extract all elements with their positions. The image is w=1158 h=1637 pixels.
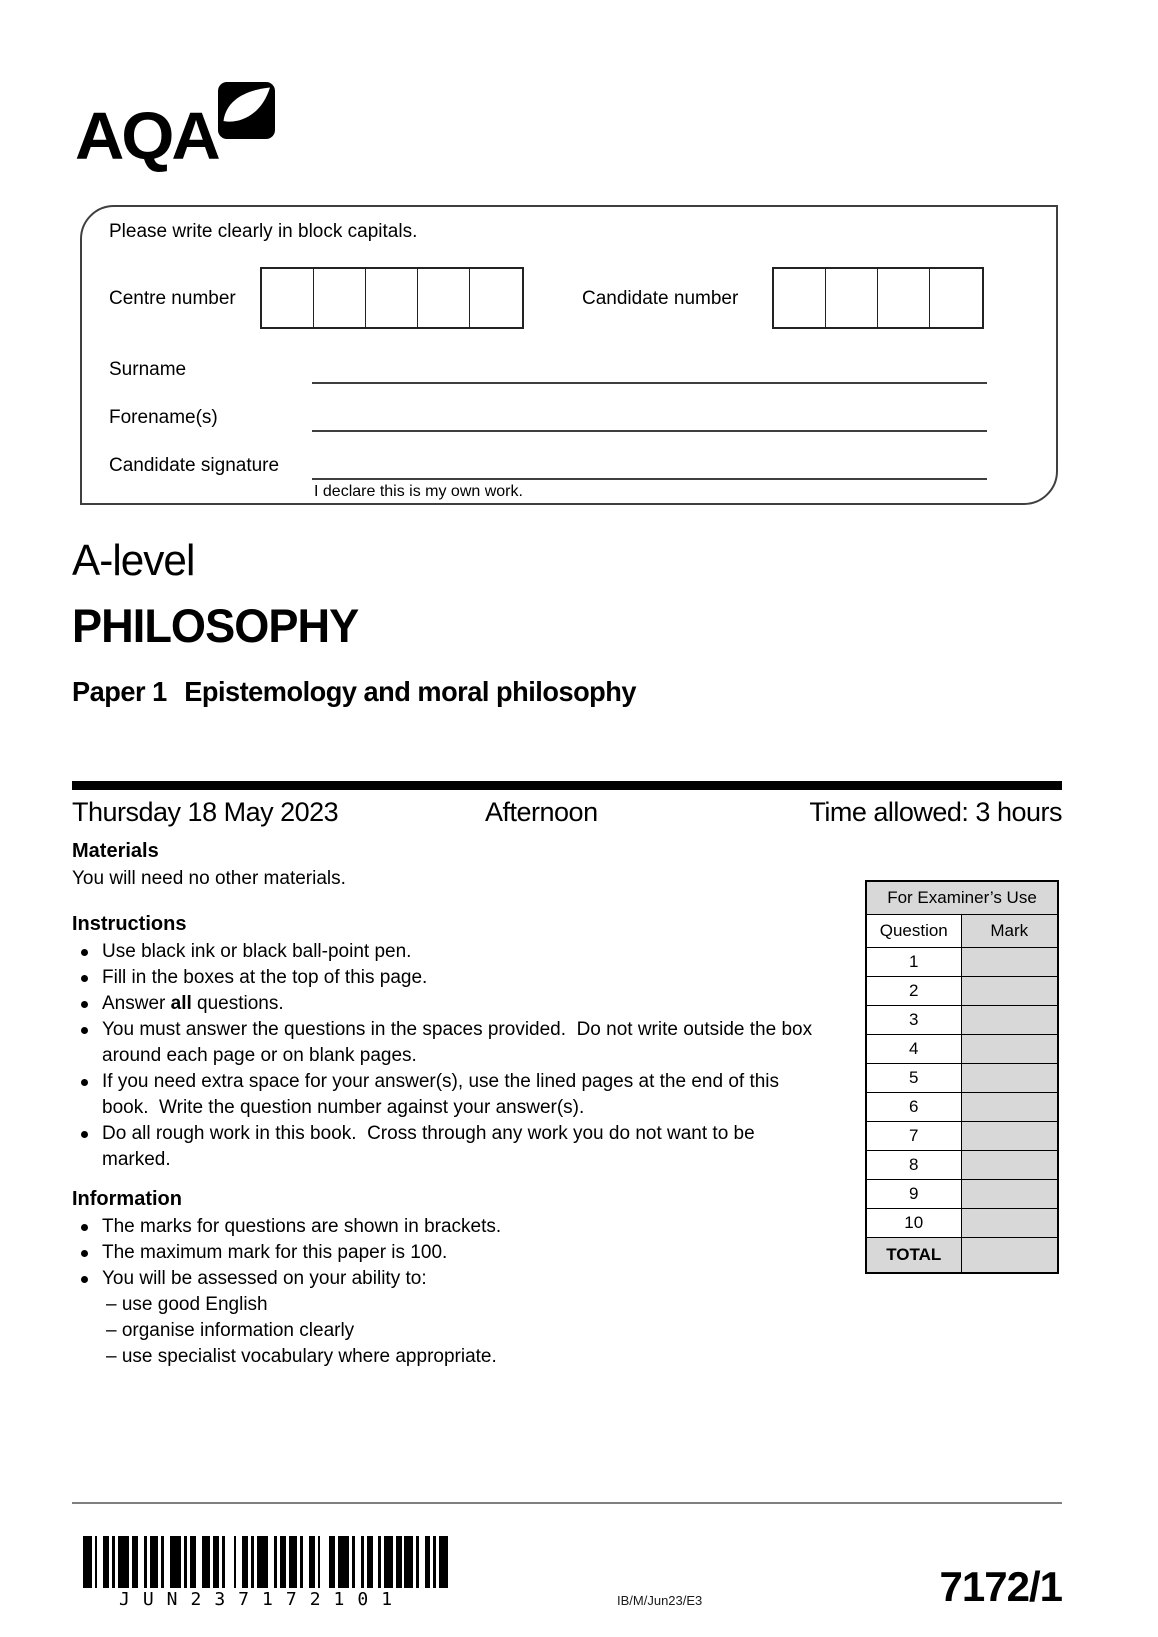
information-item: The maximum mark for this paper is 100. xyxy=(72,1240,817,1266)
block-capitals-instruction: Please write clearly in block capitals. xyxy=(109,221,418,242)
footer-rule xyxy=(72,1502,1062,1504)
information-subitem: – use good English xyxy=(106,1294,268,1315)
paper-number: Paper 1 xyxy=(72,676,167,707)
candidate-number-label: Candidate number xyxy=(582,288,739,309)
table-row xyxy=(866,1150,1058,1179)
candidate-number-cell[interactable] xyxy=(826,269,878,327)
centre-number-cell[interactable] xyxy=(262,269,314,327)
information-subitem: – use specialist vocabulary where appropriate. xyxy=(106,1346,497,1367)
mark-cell xyxy=(961,976,1058,1005)
barcode-bars xyxy=(83,1536,455,1588)
session-row xyxy=(72,797,1062,829)
mark-cell xyxy=(961,1063,1058,1092)
table-row xyxy=(866,1208,1058,1237)
mark-cell xyxy=(961,1179,1058,1208)
question-number: 4 xyxy=(866,1034,961,1063)
time-allowed: Time allowed: 3 hours xyxy=(809,797,1062,827)
table-row xyxy=(866,1034,1058,1063)
mark-column-header: Mark xyxy=(961,914,1058,947)
instruction-item: Answer all questions. xyxy=(72,991,817,1017)
question-number: 9 xyxy=(866,1179,961,1208)
surname-input-line[interactable] xyxy=(312,382,987,384)
centre-number-cell[interactable] xyxy=(366,269,418,327)
information-heading: Information xyxy=(72,1188,182,1210)
aqa-leaf-icon xyxy=(218,82,275,139)
ib-reference-code: IB/M/Jun23/E3 xyxy=(617,1593,703,1608)
declaration-text: I declare this is my own work. xyxy=(314,483,523,500)
information-item: The marks for questions are shown in brackets. xyxy=(72,1214,817,1240)
aqa-logo xyxy=(75,82,275,174)
exam-session: Afternoon xyxy=(485,797,598,827)
question-number: 7 xyxy=(866,1121,961,1150)
centre-number-cell[interactable] xyxy=(418,269,470,327)
information-item: You will be assessed on your ability to: xyxy=(72,1266,817,1292)
examiner-table-title: For Examiner’s Use xyxy=(866,881,1058,914)
exam-date: Thursday 18 May 2023 xyxy=(72,797,339,827)
instruction-item: Fill in the boxes at the top of this page. xyxy=(72,965,817,991)
mark-cell xyxy=(961,1150,1058,1179)
title-rule xyxy=(72,781,1062,790)
candidate-number-cell[interactable] xyxy=(878,269,930,327)
instruction-item: You must answer the questions in the spaces provided. Do not write outside the box around each page or on blank pages. xyxy=(72,1017,817,1069)
materials-heading: Materials xyxy=(72,840,159,862)
paper-code: 7172/1 xyxy=(939,1563,1062,1610)
mark-cell xyxy=(961,947,1058,976)
materials-body: You will need no other materials. xyxy=(72,868,346,889)
front-page-rubric xyxy=(72,838,817,1370)
instruction-item: If you need extra space for your answer(s), use the lined pages at the end of this book. Write the question number against your answer(s). xyxy=(72,1069,817,1121)
signature-input-line[interactable] xyxy=(312,478,987,480)
instruction-item: Do all rough work in this book. Cross through any work you do not want to be marked. xyxy=(72,1121,817,1173)
question-number: 8 xyxy=(866,1150,961,1179)
table-row xyxy=(866,1179,1058,1208)
centre-number-cell[interactable] xyxy=(470,269,522,327)
information-list xyxy=(72,1214,817,1292)
table-row xyxy=(866,1005,1058,1034)
question-number: 6 xyxy=(866,1092,961,1121)
total-row xyxy=(866,1237,1058,1273)
instructions-list xyxy=(72,939,817,1173)
question-number: 5 xyxy=(866,1063,961,1092)
information-subitem: – organise information clearly xyxy=(106,1320,355,1341)
forename-label: Forename(s) xyxy=(109,407,218,428)
surname-label: Surname xyxy=(109,359,187,380)
instruction-item: Use black ink or black ball-point pen. xyxy=(72,939,817,965)
mark-cell xyxy=(961,1092,1058,1121)
table-row xyxy=(866,976,1058,1005)
forename-input-line[interactable] xyxy=(312,430,987,432)
candidate-number-input[interactable] xyxy=(772,267,984,329)
candidate-number-cell[interactable] xyxy=(930,269,982,327)
table-row xyxy=(866,947,1058,976)
examiner-use-table xyxy=(865,880,1059,1274)
paper-name: Epistemology and moral philosophy xyxy=(184,676,637,707)
aqa-logo-text: AQA xyxy=(75,99,218,174)
table-row xyxy=(866,1092,1058,1121)
candidate-details-box xyxy=(80,205,1058,505)
mark-cell xyxy=(961,1034,1058,1063)
question-number: 3 xyxy=(866,1005,961,1034)
question-column-header: Question xyxy=(866,914,961,947)
subject-title: PHILOSOPHY xyxy=(72,599,359,652)
centre-number-input[interactable] xyxy=(260,267,524,329)
paper-title xyxy=(72,676,636,708)
question-number: 2 xyxy=(866,976,961,1005)
table-row xyxy=(866,1063,1058,1092)
signature-label: Candidate signature xyxy=(109,455,280,476)
barcode-text: JUN237172101 xyxy=(119,1589,406,1610)
mark-cell xyxy=(961,1005,1058,1034)
candidate-number-cell[interactable] xyxy=(774,269,826,327)
barcode xyxy=(83,1536,455,1610)
question-number: 1 xyxy=(866,947,961,976)
mark-cell xyxy=(961,1208,1058,1237)
mark-cell xyxy=(961,1121,1058,1150)
question-number: 10 xyxy=(866,1208,961,1237)
qualification-title: A-level xyxy=(72,536,195,585)
total-mark-cell xyxy=(961,1237,1058,1273)
instructions-heading: Instructions xyxy=(72,913,187,935)
total-label: TOTAL xyxy=(866,1237,961,1273)
centre-number-label: Centre number xyxy=(109,288,236,309)
centre-number-cell[interactable] xyxy=(314,269,366,327)
table-row xyxy=(866,1121,1058,1150)
